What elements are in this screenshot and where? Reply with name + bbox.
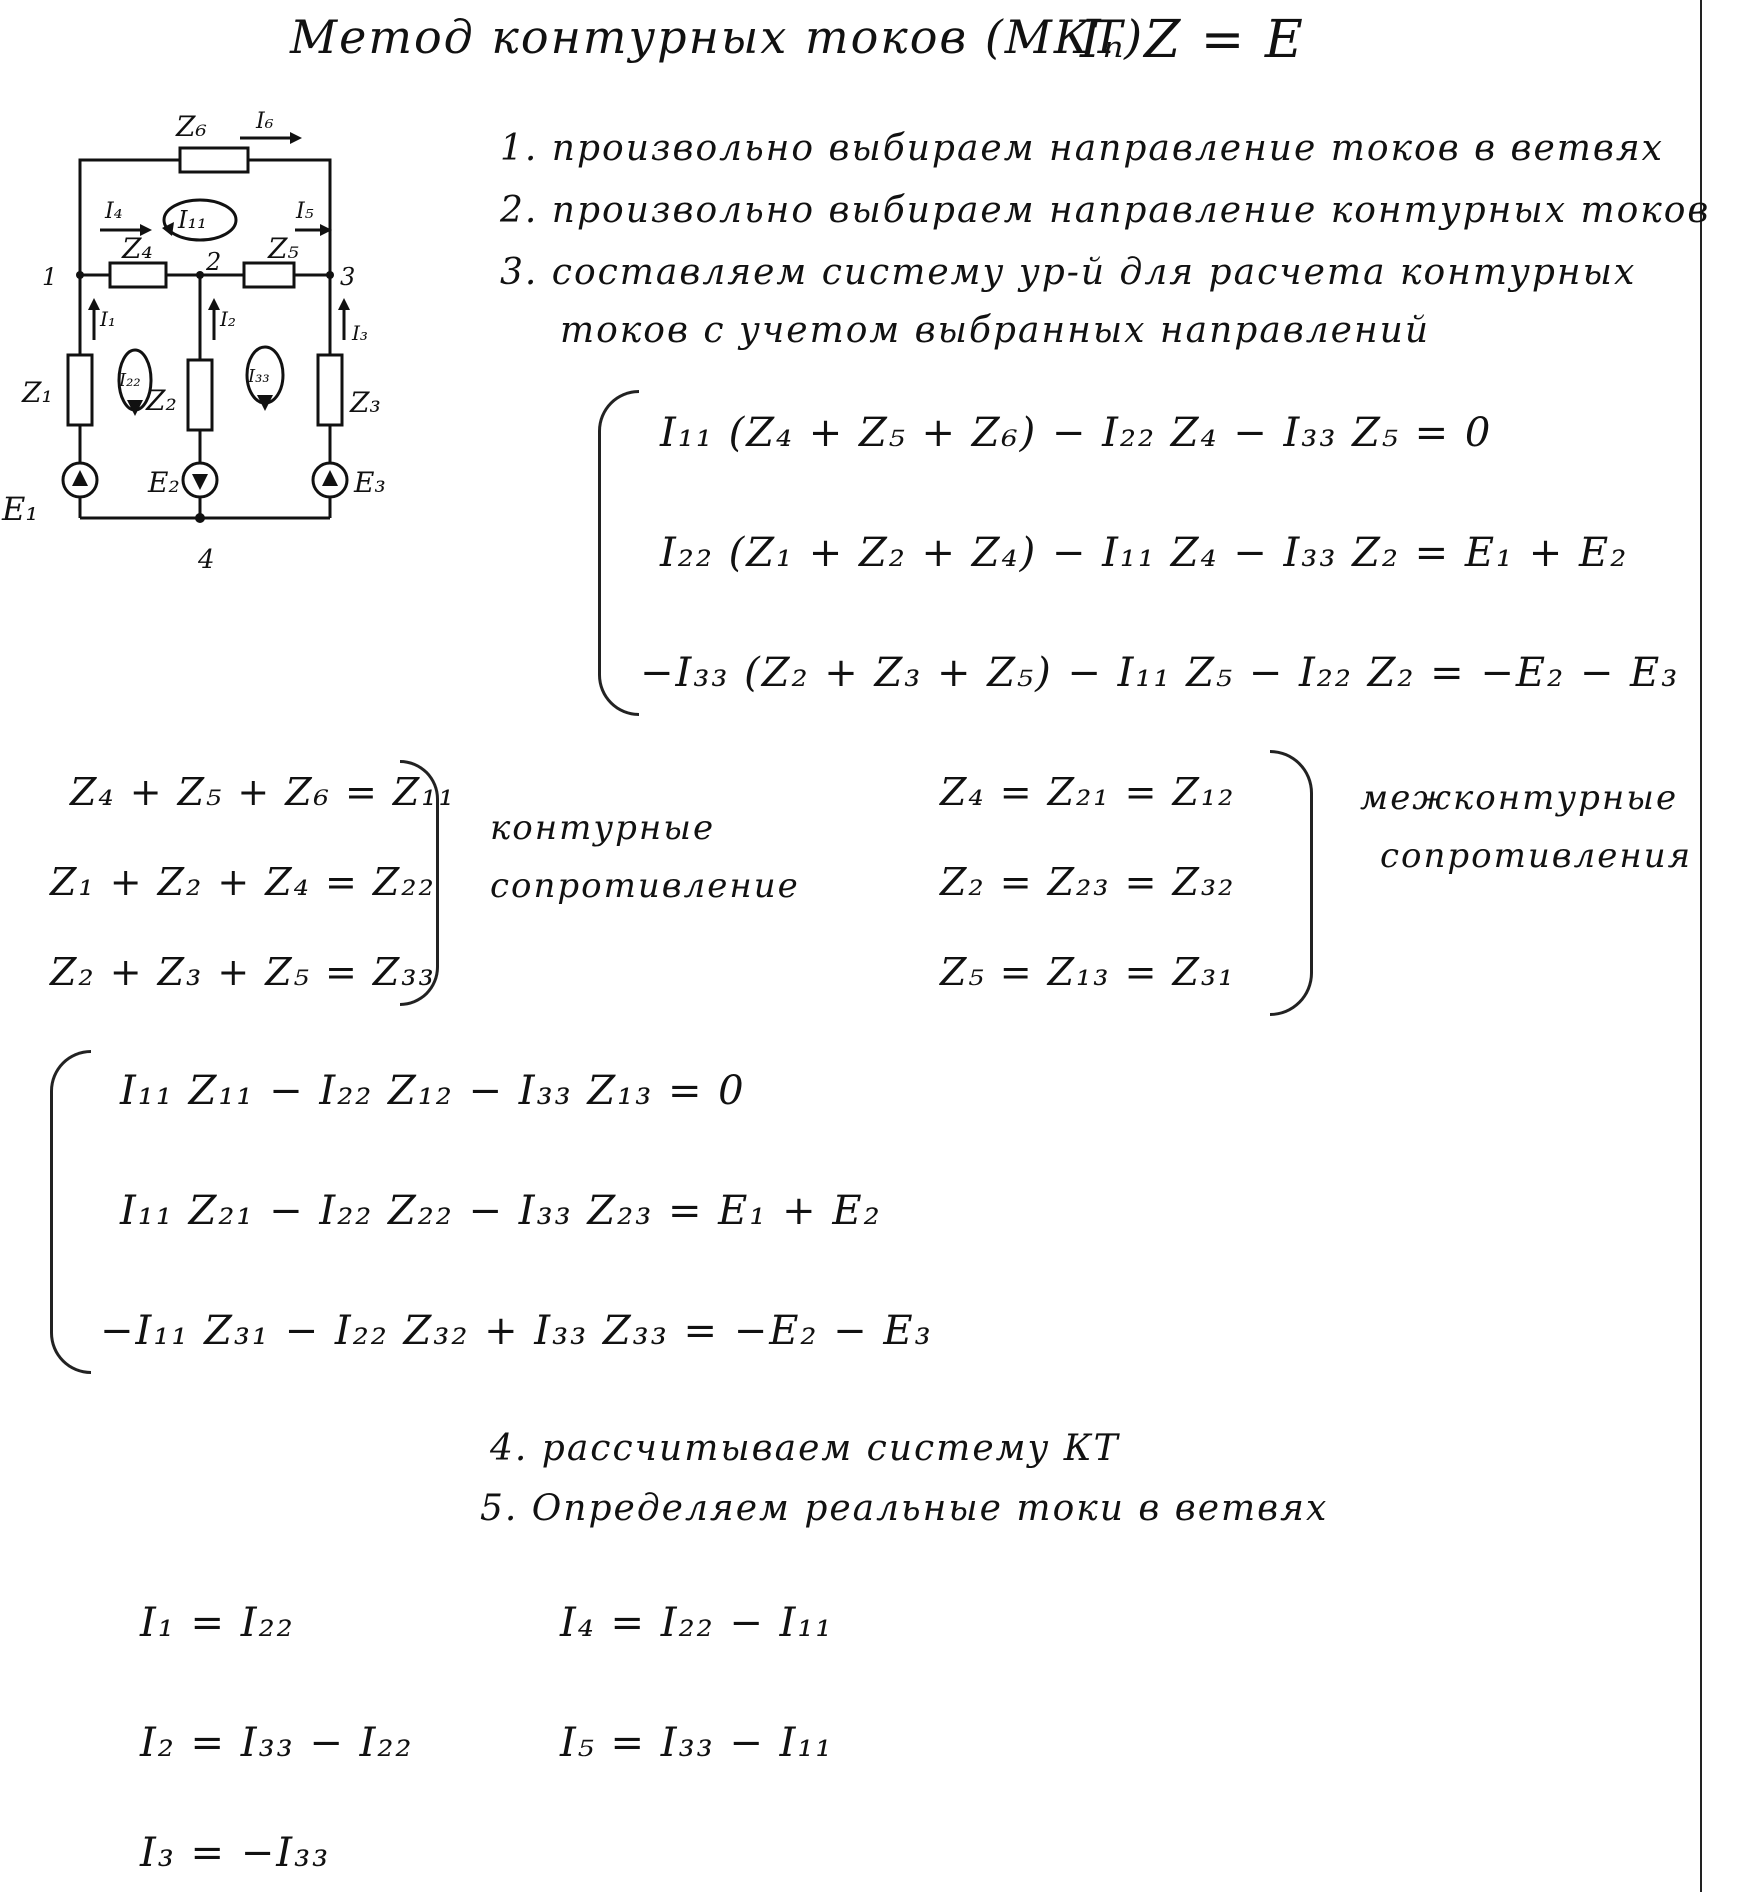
label-i5: I₅ <box>296 199 314 224</box>
resistor-z3 <box>318 355 342 425</box>
resistor-z1 <box>68 355 92 425</box>
contour-res-row-1: Z₄ + Z₅ + Z₆ = Z₁₁ <box>70 770 456 814</box>
step-3-cont: токов с учетом выбранных направлений <box>560 310 1431 351</box>
mutual-res-brace <box>1270 750 1313 1016</box>
label-e3: E₃ <box>354 466 386 499</box>
page-title: Метод контурных токов (МКТ) <box>290 10 1145 64</box>
mutual-res-label-1: межконтурные <box>1360 778 1679 818</box>
node-4: 4 <box>198 545 215 575</box>
node-1: 1 <box>42 263 58 291</box>
system1-eq3: −I₃₃ (Z₂ + Z₃ + Z₅) − I₁₁ Z₅ − I₂₂ Z₂ = −E₂ − E₃ <box>640 650 1680 696</box>
label-z1: Z₁ <box>22 376 53 409</box>
resistor-z2 <box>188 360 212 430</box>
branch-current-i4: I₄ = I₂₂ − I₁₁ <box>560 1600 834 1646</box>
step-5: 5. Определяем реальные токи в ветвях <box>480 1488 1329 1529</box>
mutual-res-row-3: Z₅ = Z₁₃ = Z₃₁ <box>940 950 1236 994</box>
contour-res-row-2: Z₁ + Z₂ + Z₄ = Z₂₂ <box>50 860 436 904</box>
mutual-res-row-2: Z₂ = Z₂₃ = Z₃₂ <box>940 860 1236 904</box>
step-1: 1. произвольно выбираем направление токов в ветвях <box>500 128 1664 169</box>
resistor-z4 <box>110 263 166 287</box>
label-i22: I₂₂ <box>119 370 141 391</box>
label-i2: I₂ <box>220 307 236 331</box>
mutual-res-label-2: сопротивления <box>1380 836 1693 876</box>
label-i11: I₁₁ <box>178 206 207 234</box>
label-e1: E₁ <box>2 490 39 528</box>
title-formula: Iₙ Z = E <box>1080 10 1305 70</box>
system1-brace <box>598 390 639 716</box>
mutual-res-row-1: Z₄ = Z₂₁ = Z₁₂ <box>940 770 1236 814</box>
branch-current-i2: I₂ = I₃₃ − I₂₂ <box>140 1720 414 1766</box>
resistor-z5 <box>244 263 294 287</box>
label-z2: Z₂ <box>146 384 177 417</box>
label-i1: I₁ <box>100 307 116 331</box>
resistor-z6 <box>180 148 248 172</box>
contour-res-brace <box>400 760 439 1006</box>
step-2: 2. произвольно выбираем направление контурных токов <box>500 190 1711 231</box>
circuit-diagram <box>0 100 440 580</box>
branch-current-i3: I₃ = −I₃₃ <box>140 1830 331 1876</box>
label-i6: I₆ <box>256 109 274 134</box>
branch-current-i5: I₅ = I₃₃ − I₁₁ <box>560 1720 834 1766</box>
page-border-line <box>1700 0 1702 1892</box>
contour-res-label-2: сопротивление <box>490 866 800 906</box>
system1-eq1: I₁₁ (Z₄ + Z₅ + Z₆) − I₂₂ Z₄ − I₃₃ Z₅ = 0 <box>660 410 1493 456</box>
system2-brace <box>50 1050 91 1374</box>
system1-eq2: I₂₂ (Z₁ + Z₂ + Z₄) − I₁₁ Z₄ − I₃₃ Z₂ = E₁ + E₂ <box>660 530 1629 576</box>
label-i4: I₄ <box>105 199 123 224</box>
contour-res-label-1: контурные <box>490 808 716 848</box>
step-4: 4. рассчитываем систему КТ <box>490 1428 1120 1469</box>
system2-eq2: I₁₁ Z₂₁ − I₂₂ Z₂₂ − I₃₃ Z₂₃ = E₁ + E₂ <box>120 1188 882 1234</box>
contour-res-row-3: Z₂ + Z₃ + Z₅ = Z₃₃ <box>50 950 436 994</box>
label-z5: Z₅ <box>268 232 299 265</box>
label-z4: Z₄ <box>122 232 153 265</box>
step-3: 3. составляем систему ур-й для расчета контурных <box>500 252 1637 293</box>
label-e2: E₂ <box>148 466 180 499</box>
node-3: 3 <box>340 263 356 291</box>
system2-eq1: I₁₁ Z₁₁ − I₂₂ Z₁₂ − I₃₃ Z₁₃ = 0 <box>120 1068 746 1114</box>
label-i3: I₃ <box>352 321 368 345</box>
label-z6: Z₆ <box>176 110 207 143</box>
branch-current-i1: I₁ = I₂₂ <box>140 1600 295 1646</box>
label-i33: I₃₃ <box>248 366 270 387</box>
system2-eq3: −I₁₁ Z₃₁ − I₂₂ Z₃₂ + I₃₃ Z₃₃ = −E₂ − E₃ <box>100 1308 933 1354</box>
node-2: 2 <box>206 248 222 276</box>
label-z3: Z₃ <box>350 386 381 419</box>
